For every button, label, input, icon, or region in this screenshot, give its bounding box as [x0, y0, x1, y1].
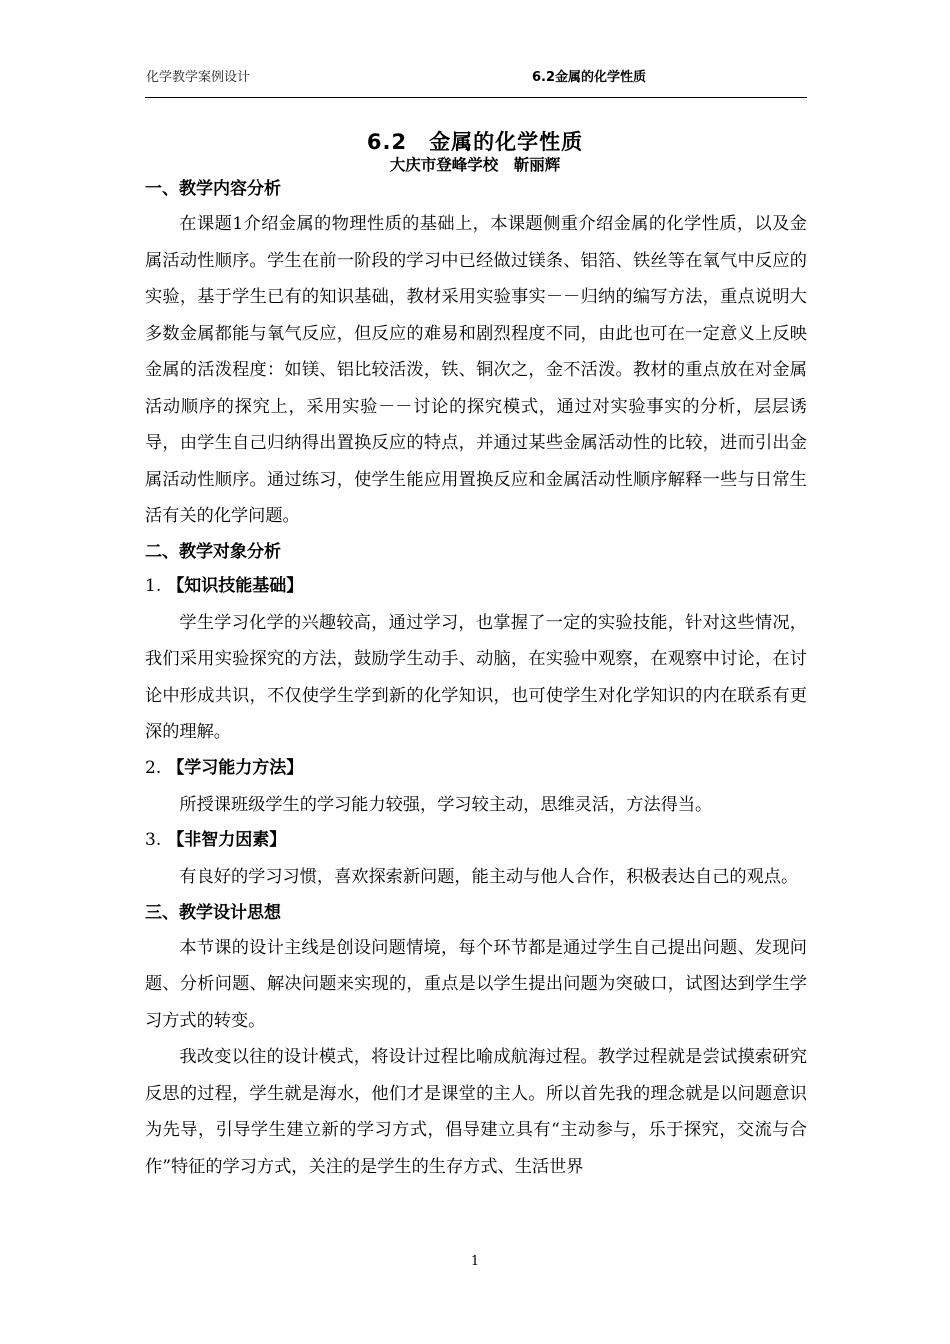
subsection-number: 1.: [145, 575, 162, 596]
subsection-number: 2.: [145, 757, 162, 778]
paragraph: 所授课班级学生的学习能力较强，学习较主动，思维灵活，方法得当。: [179, 794, 713, 815]
document-author: 大庆市登峰学校 靳丽辉: [389, 156, 561, 174]
paragraph: 有良好的学习习惯，喜欢探索新问题，能主动与他人合作，积极表达自己的观点。: [179, 867, 799, 887]
paragraph: 本节课的设计主线是创设问题情境，每个环节都是通过学生自己提出问题、发现问题、分析问题、解决问题来实现的，重点是以学生提出问题为突破口，试图达到学生学习方式的转变。: [145, 937, 807, 1031]
header-right-text: 6.2金属的化学性质: [532, 70, 647, 85]
paragraph: 在课题1介绍金属的物理性质的基础上，本课题侧重介绍金属的化学性质，以及金属活动性顺序。学生在前一阶段的学习中已经做过镁条、铝箔、铁丝等在氧气中反应的实验，基于学生已有的知识基础，教材采用实验事实－－归纳的编写方法，重点说明大多数金属都能与氧气反应，但反应的难易和剧烈程度不同，由此也可在一定意义上反映金属的活泼程度：如镁、铝比较活泼，铁、铜次之，金不活泼。教材的重点放在对金属活动顺序的探究上，采用实验－－讨论的探究模式，通过对实验事实的分析，层层诱导，由学生自己归纳得出置换反应的特点，并通过某些金属活动性的比较，进而引出金属活动性顺序。通过练习，使学生能应用置换反应和金属活动性顺序解释一些与日常生活有关的化学问题。: [145, 214, 807, 526]
header-divider: [145, 97, 807, 98]
subsection-label: 【学习能力方法】: [167, 757, 304, 778]
subsection-label: 【非智力因素】: [167, 830, 287, 850]
subsection-heading: [145, 569, 807, 605]
section-heading: 三、教学设计思想: [145, 902, 281, 923]
subsection-heading: [145, 751, 807, 787]
document-body: [145, 172, 807, 1185]
document-title: 6.2 金属的化学性质: [366, 130, 584, 154]
subsection-number: 3.: [145, 830, 162, 850]
section-heading: 二、教学对象分析: [145, 541, 281, 562]
subsection-label: 【知识技能基础】: [167, 575, 304, 596]
section-heading: 一、教学内容分析: [145, 179, 281, 199]
paragraph: 学生学习化学的兴趣较高，通过学习，也掌握了一定的实验技能，针对这些情况，我们采用实验探究的方法，鼓励学生动手、动脑，在实验中观察，在观察中讨论，在讨论中形成共识，不仅使学生学到新的化学知识，也可使学生对化学知识的内在联系有更深的理解。: [145, 612, 807, 742]
header-left-text: 化学教学案例设计: [146, 70, 251, 85]
subsection-heading: [145, 823, 807, 859]
page-number: 1: [470, 1254, 480, 1269]
paragraph: 我改变以往的设计模式，将设计过程比喻成航海过程。教学过程就是尝试摸索研究反思的过程，学生就是海水，他们才是课堂的主人。所以首先我的理念就是以问题意识为先导，引导学生建立新的学习方式，倡导建立具有“主动参与，乐于探究，交流与合作”特征的学习方式，关注的是学生的生存方式、生活世界: [145, 1047, 807, 1177]
